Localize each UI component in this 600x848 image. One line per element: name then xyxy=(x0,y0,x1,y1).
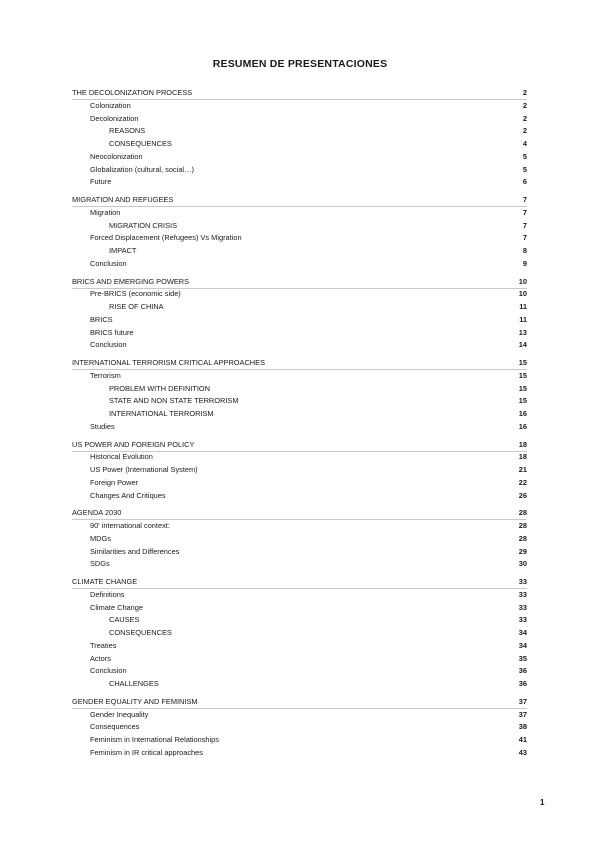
toc-subentry[interactable] xyxy=(72,383,527,395)
toc-entry-page: 10 xyxy=(518,289,527,299)
toc-subentry[interactable] xyxy=(72,408,527,420)
toc-entry-label: PROBLEM WITH DEFINITION xyxy=(109,383,211,393)
toc-section-entry[interactable] xyxy=(72,357,527,369)
toc-entry-page: 34 xyxy=(518,640,527,650)
toc-entry[interactable] xyxy=(72,164,527,176)
toc-entry-label: Terrorism xyxy=(90,370,121,380)
toc-entry-page: 7 xyxy=(522,195,527,204)
toc-entry-label: INTERNATIONAL TERRORISM CRITICAL APPROACHES xyxy=(72,358,266,367)
toc-entry[interactable] xyxy=(72,232,527,244)
toc-entry-label: Climate Change xyxy=(90,602,143,612)
toc-entry-label: Treaties xyxy=(90,640,117,650)
toc-subentry[interactable] xyxy=(72,220,527,232)
toc-entry[interactable] xyxy=(72,207,527,219)
toc-entry-label: IMPACT xyxy=(109,246,137,255)
toc-subentry[interactable] xyxy=(72,678,527,690)
toc-subentry[interactable] xyxy=(72,245,527,257)
toc-entry-page: 36 xyxy=(518,679,527,688)
toc-entry-label: Feminism in IR critical approaches xyxy=(90,747,203,757)
toc-entry[interactable] xyxy=(72,100,527,112)
toc-entry-label: CAUSES xyxy=(109,615,140,625)
toc-entry-page: 18 xyxy=(518,452,527,462)
toc-entry[interactable] xyxy=(72,653,527,665)
toc-entry-page: 8 xyxy=(522,246,527,255)
toc-entry-label: Forced Displacement (Refugees) Vs Migration xyxy=(90,233,242,243)
toc-entry-page: 2 xyxy=(522,100,527,110)
toc-entry-label: Conclusion xyxy=(90,340,127,350)
toc-entry-page: 15 xyxy=(518,370,527,380)
toc-entry-label: GENDER EQUALITY AND FEMINISM xyxy=(72,696,198,706)
toc-entry-page: 6 xyxy=(522,177,527,187)
toc-entry-page: 7 xyxy=(522,207,527,217)
toc-entry[interactable] xyxy=(72,327,527,339)
toc-entry-label: REASONS xyxy=(109,126,146,136)
toc-entry[interactable] xyxy=(72,314,527,326)
toc-entry[interactable] xyxy=(72,734,527,746)
toc-subentry[interactable] xyxy=(72,125,527,137)
toc-entry[interactable] xyxy=(72,490,527,502)
toc-entry-label: BRICS future xyxy=(90,327,134,337)
toc-subentry[interactable] xyxy=(72,138,527,150)
toc-subentry[interactable] xyxy=(72,627,527,639)
toc-entry-page: 10 xyxy=(518,276,527,286)
toc-entry-page: 30 xyxy=(518,559,527,569)
toc-entry-page: 5 xyxy=(522,151,527,161)
toc-entry-label: RISE OF CHINA xyxy=(109,302,164,311)
toc-entry[interactable] xyxy=(72,451,527,463)
toc-entry[interactable] xyxy=(72,370,527,382)
toc-entry-label: Definitions xyxy=(90,589,125,599)
toc-entry[interactable] xyxy=(72,421,527,433)
toc-entry[interactable] xyxy=(72,288,527,300)
toc-entry-label: Actors xyxy=(90,653,111,663)
toc-entry-page: 34 xyxy=(518,628,527,637)
toc-entry-page: 14 xyxy=(518,340,527,350)
toc-entry-page: 37 xyxy=(518,696,527,706)
toc-entry-label: Consequences xyxy=(90,722,140,732)
toc-entry-page: 41 xyxy=(518,735,527,744)
page-title: RESUMEN DE PRESENTACIONES xyxy=(212,58,388,70)
toc-entry-label: US Power (International System) xyxy=(90,465,198,474)
toc-entry-label: AGENDA 2030 xyxy=(72,508,122,518)
toc-entry[interactable] xyxy=(72,721,527,733)
toc-entry-label: CONSEQUENCES xyxy=(109,139,172,148)
toc-entry-label: BRICS AND EMERGING POWERS xyxy=(72,276,190,286)
toc-entry-label: Migration xyxy=(90,207,121,217)
toc-section-entry[interactable] xyxy=(72,194,527,206)
toc-entry[interactable] xyxy=(72,339,527,351)
toc-entry-label: CLIMATE CHANGE xyxy=(72,577,138,586)
toc-entry-page: 18 xyxy=(518,439,527,449)
toc-entry-page: 16 xyxy=(518,409,527,418)
toc-entry-page: 7 xyxy=(522,220,527,230)
toc-entry-page: 15 xyxy=(518,383,527,393)
toc-entry[interactable] xyxy=(72,533,527,545)
toc-entry-label: Feminism in International Relationships xyxy=(90,735,219,744)
toc-entry[interactable] xyxy=(72,640,527,652)
toc-entry-label: MIGRATION CRISIS xyxy=(109,220,178,230)
toc-entry-page: 33 xyxy=(518,602,527,612)
toc-entry-label: CHALLENGES xyxy=(109,679,159,688)
toc-entry-label: Colonization xyxy=(90,100,131,110)
toc-entry[interactable] xyxy=(72,520,527,532)
toc-entry-label: CONSEQUENCES xyxy=(109,628,172,637)
toc-entry[interactable] xyxy=(72,589,527,601)
toc-entry-label: US POWER AND FOREIGN POLICY xyxy=(72,439,195,449)
toc-section-entry[interactable] xyxy=(72,696,527,708)
toc-section-entry[interactable] xyxy=(72,87,527,99)
toc-entry[interactable] xyxy=(72,602,527,614)
toc-entry[interactable] xyxy=(72,558,527,570)
toc-entry-page: 22 xyxy=(518,477,527,487)
toc-entry-page: 2 xyxy=(522,126,527,136)
toc-entry-label: Studies xyxy=(90,421,115,431)
toc-subentry[interactable] xyxy=(72,395,527,407)
toc-entry-page: 38 xyxy=(518,722,527,732)
toc-entry-page: 11 xyxy=(519,314,527,324)
toc-entry-page: 36 xyxy=(518,666,527,676)
toc-entry-label: Gender Inequality xyxy=(90,709,149,719)
toc-entry-label: 90' international context: xyxy=(90,521,170,530)
toc-entry-page: 11 xyxy=(519,302,527,311)
toc-entry-page: 21 xyxy=(518,465,527,474)
toc-entry-page: 28 xyxy=(518,521,527,530)
page-number: 1 xyxy=(540,798,545,807)
toc-entry-label: Conclusion xyxy=(90,258,127,268)
toc-entry[interactable] xyxy=(72,709,527,721)
toc-entry-label: INTERNATIONAL TERRORISM xyxy=(109,409,214,418)
toc-entry-label: STATE AND NON STATE TERRORISM xyxy=(109,396,239,406)
toc-entry-label: MDGs xyxy=(90,533,111,543)
toc-entry-label: THE DECOLONIZATION PROCESS xyxy=(72,88,193,97)
toc-entry[interactable] xyxy=(72,665,527,677)
toc-entry[interactable] xyxy=(72,464,527,476)
toc-entry-page: 2 xyxy=(522,113,527,123)
toc-entry-page: 15 xyxy=(518,396,527,406)
toc-entry-label: Decolonization xyxy=(90,113,139,123)
toc-entry-page: 5 xyxy=(522,164,527,174)
toc-entry-label: Conclusion xyxy=(90,666,127,676)
toc-entry-page: 29 xyxy=(518,546,527,556)
toc-entry[interactable] xyxy=(72,176,527,188)
toc-entry[interactable] xyxy=(72,151,527,163)
toc-section-entry[interactable] xyxy=(72,507,527,519)
toc-entry-label: Changes And Critiques xyxy=(90,490,166,500)
toc-entry-label: MIGRATION AND REFUGEES xyxy=(72,195,174,204)
toc-subentry[interactable] xyxy=(72,301,527,313)
toc-entry-label: Pre-BRICS (economic side) xyxy=(90,289,181,299)
toc-entry-label: Future xyxy=(90,177,112,187)
toc-entry-page: 33 xyxy=(518,615,527,625)
toc-subentry[interactable] xyxy=(72,614,527,626)
toc-entry-page: 43 xyxy=(518,747,527,757)
toc-entry-page: 2 xyxy=(522,88,527,97)
toc-entry[interactable] xyxy=(72,113,527,125)
toc-entry-page: 37 xyxy=(518,709,527,719)
toc-entry-label: Similarities and Differences xyxy=(90,546,180,556)
toc-entry-page: 33 xyxy=(518,589,527,599)
toc-entry-label: SDGs xyxy=(90,559,110,569)
toc-entry-page: 28 xyxy=(518,508,527,518)
toc-entry-label: Neocolonization xyxy=(90,151,143,161)
toc-entry-page: 15 xyxy=(518,358,527,367)
toc-entry-label: Historical Evolution xyxy=(90,452,153,462)
toc-entry-page: 16 xyxy=(518,421,527,431)
toc-entry[interactable] xyxy=(72,258,527,270)
toc-entry[interactable] xyxy=(72,477,527,489)
toc-entry[interactable] xyxy=(72,747,527,759)
toc-entry-label: Foreign Power xyxy=(90,477,139,487)
toc-entry-page: 4 xyxy=(522,139,527,148)
toc-entry-page: 35 xyxy=(518,653,527,663)
toc-entry-page: 33 xyxy=(518,577,527,586)
toc-entry[interactable] xyxy=(72,546,527,558)
toc-entry-page: 7 xyxy=(522,233,527,243)
toc-entry-page: 26 xyxy=(518,490,527,500)
toc-section-entry[interactable] xyxy=(72,439,527,451)
toc-entry-page: 9 xyxy=(522,258,527,268)
toc-entry-label: Globalization (cultural, social…) xyxy=(90,164,194,174)
toc-entry-page: 28 xyxy=(518,533,527,543)
toc-section-entry[interactable] xyxy=(72,576,527,588)
toc-section-entry[interactable] xyxy=(72,276,527,288)
toc-entry-label: BRICS xyxy=(90,314,113,324)
toc-entry-page: 13 xyxy=(518,327,527,337)
